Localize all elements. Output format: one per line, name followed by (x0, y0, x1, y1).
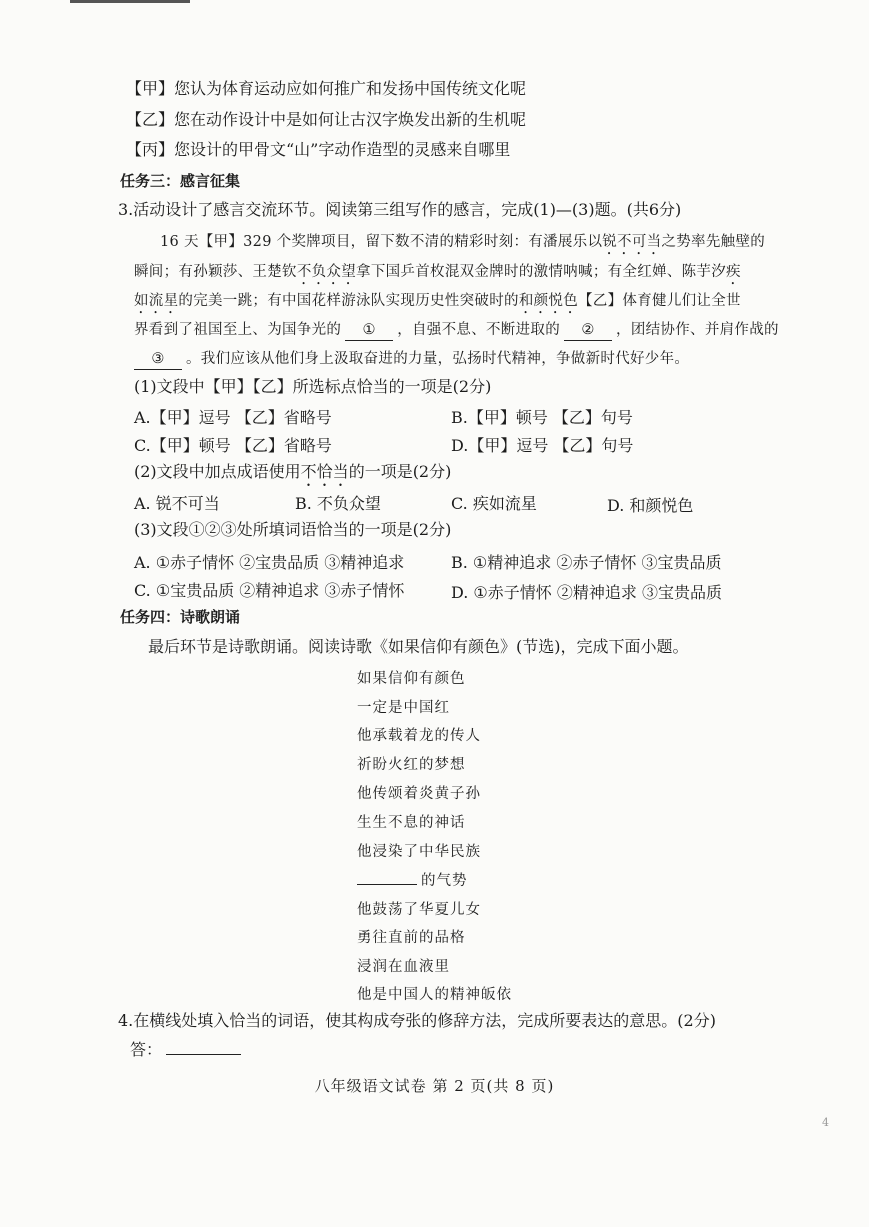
sub2-option-b: B. 不负众望 (295, 494, 381, 513)
dotted-idiom-4: 和颜悦色 (518, 293, 579, 309)
sub2-stem: (2)文段中加点成语使用不恰当的一项是(2分) (134, 462, 452, 481)
poem-line: 他传颂着炎黄子孙 (357, 786, 481, 802)
dotted-idiom-2: 不负众望 (296, 264, 357, 280)
poem-blank (357, 870, 417, 885)
sub1-option-a: A.【甲】逗号 【乙】省略号 (134, 408, 332, 427)
sub3-stem: (3)文段①②③处所填词语恰当的一项是(2分) (134, 520, 452, 539)
sub1-stem: (1)文段中【甲】【乙】所选标点恰当的一项是(2分) (134, 377, 492, 396)
poem-line: 他鼓荡了华夏儿女 (357, 902, 481, 918)
sub3-option-d: D. ①赤子情怀 ②精神追求 ③宝贵品质 (451, 583, 722, 602)
passage-line-1: 16 天【甲】329 个奖牌项目，留下数不清的精彩时刻：有潘展乐以锐不可当之势率先触壁的 (160, 234, 766, 250)
poem-line: 勇往直前的品格 (357, 930, 466, 946)
blank-3: ③ (134, 349, 182, 370)
sub1-option-c: C.【甲】顿号 【乙】省略号 (134, 436, 332, 455)
poem-line-with-blank: 的气势 (357, 869, 468, 890)
question-bing: 【丙】您设计的甲骨文“山”字动作造型的灵感来自哪里 (126, 140, 511, 159)
sub3-option-a: A. ①赤子情怀 ②宝贵品质 ③精神追求 (134, 553, 405, 572)
question-jia: 【甲】您认为体育运动应如何推广和发扬中国传统文化呢 (126, 79, 527, 98)
q4-stem: 4.在横线处填入恰当的词语，使其构成夸张的修辞方法，完成所要表达的意思。(2分) (118, 1011, 716, 1030)
poem-line: 祈盼火红的梦想 (357, 757, 466, 773)
poem-line: 浸润在血液里 (357, 959, 450, 975)
passage-line-2: 瞬间；有孙颖莎、王楚钦不负众望拿下国乒首枚混双金牌时的激情呐喊；有全红婵、陈芋汐疾 (134, 264, 741, 280)
task4-intro: 最后环节是诗歌朗诵。阅读诗歌《如果信仰有颜色》(节选)，完成下面小题。 (148, 637, 689, 656)
answer-row (130, 1040, 241, 1060)
task4-title: 任务四：诗歌朗诵 (120, 608, 241, 626)
poem-line: 一定是中国红 (357, 700, 450, 716)
question-yi: 【乙】您在动作设计中是如何让古汉字焕发出新的生机呢 (126, 110, 527, 129)
top-rule (70, 0, 190, 3)
answer-label: 答： (130, 1040, 163, 1059)
sub3-option-c: C. ①宝贵品质 ②精神追求 ③赤子情怀 (134, 581, 405, 600)
poem-line: 他承载着龙的传人 (357, 728, 481, 744)
dotted-idiom-3: 如流星 (134, 293, 179, 309)
passage-line-3: 如流星的完美一跳；有中国花样游泳队实现历史性突破时的和颜悦色【乙】体育健儿们让全世 (134, 293, 741, 309)
q3-stem: 3.活动设计了感言交流环节。阅读第三组写作的感言，完成(1)—(3)题。(共6分) (118, 200, 682, 219)
blank-1: ① (345, 320, 393, 341)
sub2-option-c: C. 疾如流星 (451, 494, 537, 513)
sub2-option-d: D. 和颜悦色 (607, 496, 694, 515)
blank-2: ② (564, 320, 612, 341)
sub3-option-b: B. ①精神追求 ②赤子情怀 ③宝贵品质 (451, 553, 722, 572)
margin-mark: 4 (822, 1116, 829, 1129)
passage-line-4: 界看到了祖国至上、为国争光的 ① ，自强不息、不断进取的 ② ，团结协作、并肩作战的 (134, 320, 779, 341)
page-footer: 八年级语文试卷 第 2 页(共 8 页) (314, 1077, 555, 1095)
poem-line: 他是中国人的精神皈依 (357, 987, 512, 1003)
passage-line-5: ③ 。我们应该从他们身上汲取奋进的力量，弘扬时代精神，争做新时代好少年。 (134, 349, 689, 370)
poem-line: 如果信仰有颜色 (357, 671, 466, 687)
poem-line: 他浸染了中华民族 (357, 844, 481, 860)
answer-line[interactable] (166, 1040, 241, 1055)
sub1-option-d: D.【甲】逗号 【乙】句号 (451, 436, 634, 455)
task3-title: 任务三：感言征集 (120, 172, 241, 190)
sub1-option-b: B.【甲】顿号 【乙】句号 (451, 408, 633, 427)
sub2-option-a: A. 锐不可当 (134, 494, 220, 513)
dotted-idiom-1: 锐不可当 (602, 234, 662, 250)
poem-line: 生生不息的神话 (357, 815, 466, 831)
